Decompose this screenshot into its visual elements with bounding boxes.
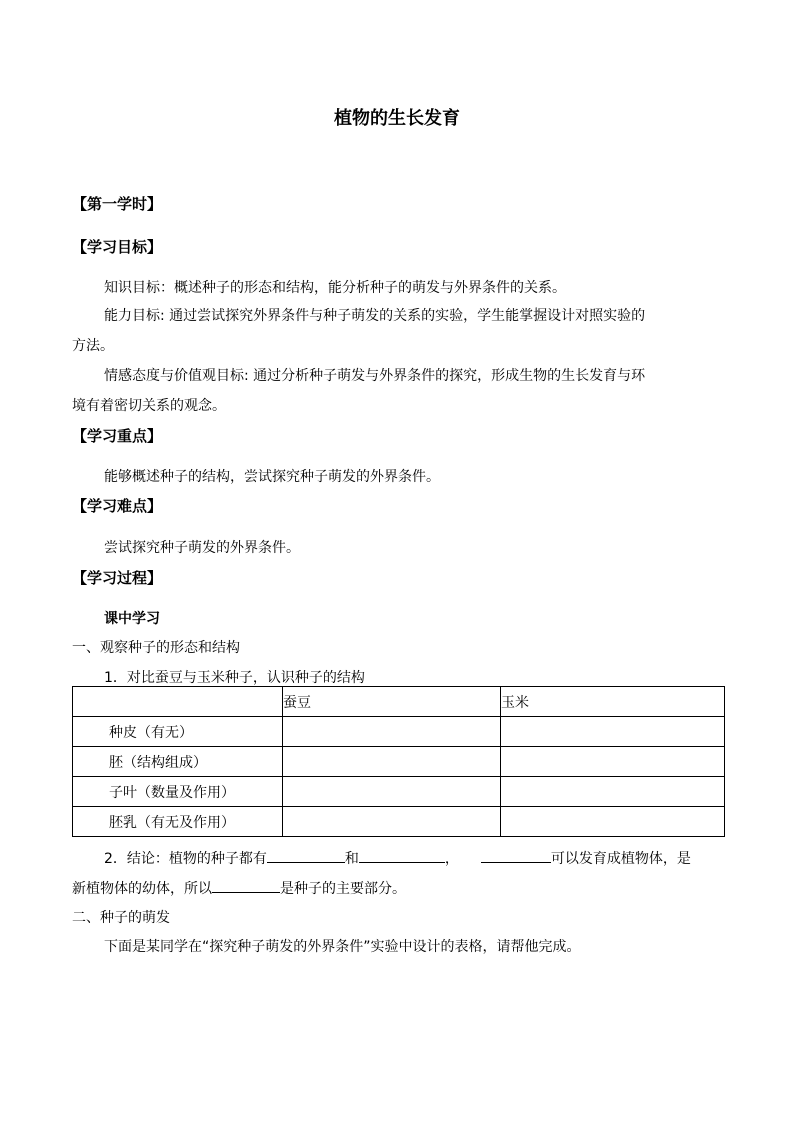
fill-blank[interactable] [359, 848, 445, 863]
row-label: 子叶（数量及作用） [73, 777, 283, 807]
section-period: 【第一学时】 [72, 195, 163, 213]
objective-emotion-line1: 情感态度与价值观目标: 通过分析种子萌发与外界条件的探究，形成生物的生长发育与环 [104, 368, 646, 384]
key-text: 能够概述种子的结构，尝试探究种子萌发的外界条件。 [104, 469, 440, 485]
objective-knowledge: 知识目标：概述种子的形态和结构，能分析种子的萌发与外界条件的关系。 [104, 280, 566, 296]
key-heading: 【学习重点】 [72, 427, 163, 445]
table-header-cell: 蚕豆 [283, 687, 501, 717]
table-header-cell [73, 687, 283, 717]
item2-line1 [104, 848, 691, 868]
objective-emotion-line2: 境有着密切关系的观念。 [72, 398, 226, 414]
table-header-cell: 玉米 [501, 687, 725, 717]
table-cell-blank[interactable] [501, 747, 725, 777]
fill-blank[interactable] [481, 848, 551, 863]
table-row [73, 717, 725, 747]
difficulty-text: 尝试探究种子萌发的外界条件。 [104, 540, 300, 556]
table-row [73, 807, 725, 837]
item2-line2 [72, 878, 406, 898]
item1-text: 1．对比蚕豆与玉米种子，认识种子的结构 [104, 670, 365, 686]
table-row [73, 777, 725, 807]
item2-line2-prefix: 新植物体的幼体，所以 [72, 881, 212, 897]
item2-suffix: 可以发育成植物体，是 [550, 851, 691, 867]
table-cell-blank[interactable] [283, 777, 501, 807]
row-label: 胚（结构组成） [73, 747, 283, 777]
table-cell-blank[interactable] [501, 807, 725, 837]
table-cell-blank[interactable] [283, 717, 501, 747]
fill-blank[interactable] [212, 878, 280, 893]
table-cell-blank[interactable] [501, 717, 725, 747]
table-row [73, 747, 725, 777]
seed-comparison-table [72, 686, 725, 837]
difficulty-heading: 【学习难点】 [72, 497, 163, 515]
row-label: 胚乳（有无及作用） [73, 807, 283, 837]
class-study-label: 课中学习 [104, 611, 160, 627]
row-label: 种皮（有无） [73, 717, 283, 747]
part1-title: 一、观察种子的形态和结构 [72, 640, 240, 656]
page-title: 植物的生长发育 [334, 108, 460, 129]
part2-text: 下面是某同学在“探究种子萌发的外界条件”实验中设计的表格，请帮他完成。 [104, 939, 581, 955]
objectives-heading: 【学习目标】 [72, 238, 163, 256]
objective-ability-line1: 能力目标: 通过尝试探究外界条件与种子萌发的关系的实验，学生能掌握设计对照实验的 [104, 308, 646, 324]
item2-mid1: 和 [344, 851, 359, 867]
item2-prefix: 2．结论：植物的种子都有 [104, 851, 267, 867]
table-cell-blank[interactable] [283, 747, 501, 777]
item2-line2-suffix: 是种子的主要部分。 [280, 881, 406, 897]
part2-title: 二、种子的萌发 [72, 910, 170, 926]
objective-ability-line2: 方法。 [72, 338, 114, 354]
item2-mid2: ， [444, 851, 459, 867]
table-header-row [73, 687, 725, 717]
process-heading: 【学习过程】 [72, 569, 163, 587]
table-cell-blank[interactable] [283, 807, 501, 837]
fill-blank[interactable] [267, 848, 345, 863]
table-cell-blank[interactable] [501, 777, 725, 807]
